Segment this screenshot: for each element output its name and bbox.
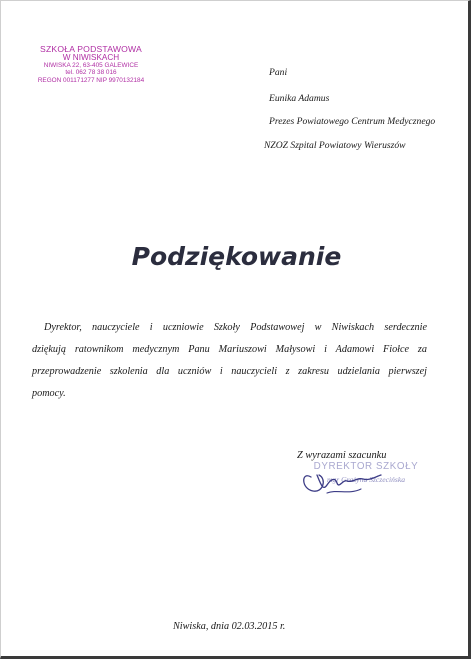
body-line: dziękują ratownikom medycznym Panu Mariuszowi Małysowi i Adamowi Fiołce za [32, 344, 427, 355]
addressee-salutation: Pani [269, 67, 288, 78]
director-stamp-role: DYREKTOR SZKOŁY [313, 461, 419, 472]
body-line: przeprowadzenie szkolenia dla uczniów i nauczycieli z zakresu udzielania pierwszej [32, 366, 427, 377]
letter-body [32, 317, 427, 405]
stamp-phone: tel. 062 78 38 016 [65, 69, 117, 77]
body-line: Dyrektor, nauczyciele i uczniowie Szkoły Podstawowej w Niwiskach serdecznie [44, 322, 427, 333]
closing-phrase: Z wyrazami szacunku [297, 450, 387, 461]
body-line: pomocy. [32, 388, 66, 399]
stamp-address: NIWISKA 22, 63-405 GALEWICE [43, 61, 139, 69]
addressee-name: Eunika Adamus [269, 93, 330, 104]
director-stamp-name: mgr Grażyna Szczecińska [326, 475, 406, 484]
addressee-institution: NZOZ Szpital Powiatowy Wieruszów [264, 140, 406, 151]
stamp-registry: REGON 001171277 NIP 9970132184 [37, 76, 145, 84]
school-stamp [35, 45, 147, 84]
addressee-position: Prezes Powiatowego Centrum Medycznego [269, 116, 436, 127]
handwritten-signature [297, 455, 387, 501]
stamp-town: W NIWISKACH [62, 52, 120, 62]
place-and-date: Niwiska, dnia 02.03.2015 r. [173, 621, 286, 632]
letter-title: Podziękowanie [131, 242, 342, 271]
stamp-school-name: SZKOŁA PODSTAWOWA [40, 44, 142, 54]
